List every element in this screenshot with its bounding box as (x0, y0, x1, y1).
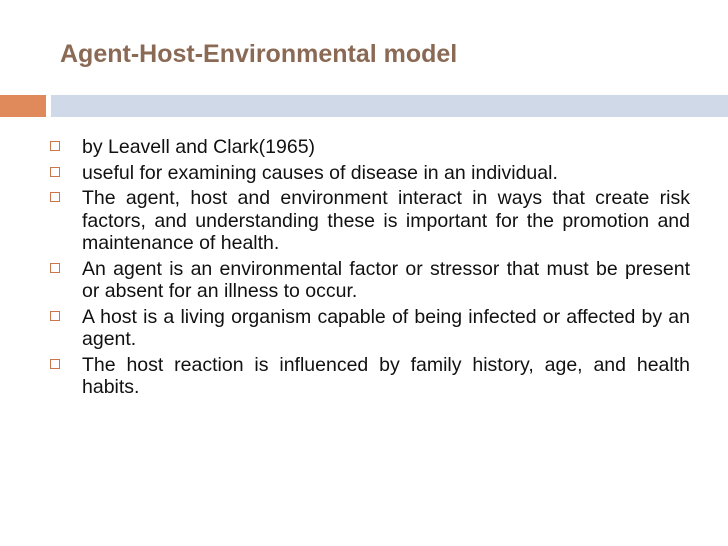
bullet-text: A host is a living organism capable of being infected or affected by an agent. (82, 305, 690, 350)
bullet-item (49, 306, 690, 351)
hollow-square-icon (50, 192, 60, 202)
bullet-text: by Leavell and Clark(1965) (82, 136, 316, 158)
hollow-square-icon (50, 311, 60, 321)
title-rule (0, 95, 728, 117)
bullet-list (49, 136, 690, 402)
slide-title: Agent-Host-Environmental model (60, 40, 458, 68)
hollow-square-icon (50, 263, 60, 273)
bullet-text: The agent, host and environment interact in ways that create risk factors, and understanding these is important for the promotion and maintenance of health. (82, 187, 690, 254)
hollow-square-icon (50, 359, 60, 369)
bullet-item (49, 258, 690, 303)
bullet-text: useful for examining causes of disease in an individual. (82, 161, 558, 184)
bullet-item (49, 187, 690, 255)
title-rule-accent (0, 95, 46, 117)
bullet-item (49, 136, 690, 159)
hollow-square-icon (50, 167, 60, 177)
hollow-square-icon (50, 141, 60, 151)
bullet-text: The host reaction is influenced by family history, age, and health habits. (82, 353, 690, 398)
bullet-text: An agent is an environmental factor or stressor that must be present or absent for an illness to occur. (82, 257, 690, 302)
bullet-item (49, 162, 690, 185)
title-rule-bar (51, 95, 728, 117)
bullet-item (49, 354, 690, 399)
